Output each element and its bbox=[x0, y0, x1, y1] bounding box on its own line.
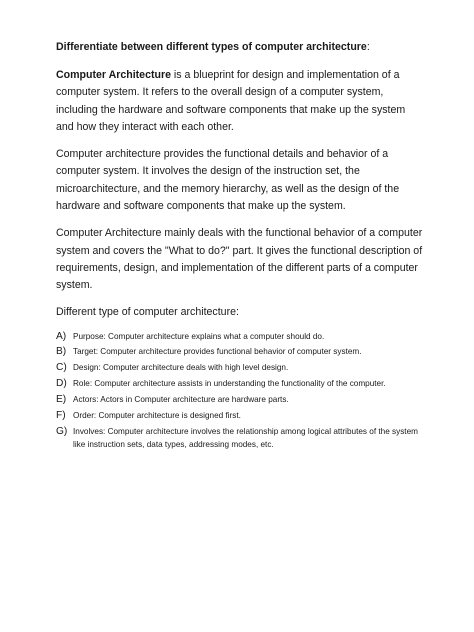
list-item-text: Target: Computer architecture provides functional behavior of computer system. bbox=[73, 347, 362, 357]
list-marker: A) bbox=[56, 330, 67, 342]
document-heading bbox=[56, 40, 424, 55]
list-item-target bbox=[56, 345, 424, 358]
heading-text: Differentiate between different types of computer architecture bbox=[56, 41, 367, 53]
list-item-text: Role: Computer architecture assists in understanding the functionality of the computer. bbox=[73, 379, 386, 389]
heading-colon: : bbox=[366, 41, 370, 53]
list-item-text: Involves: Computer architecture involves the relationship among logical attributes of the system like instruction sets, data types, addressing modes, etc. bbox=[73, 426, 418, 449]
list-item-role bbox=[56, 377, 424, 390]
document-content bbox=[56, 40, 424, 454]
list-marker: F) bbox=[56, 410, 66, 422]
paragraph-definition-text: is a blueprint for design and implementation of a computer system. It refers to the overall design of a computer system, including the hardware and software components that make up the system and how they interact with each other. bbox=[56, 69, 406, 133]
list-intro: Different type of computer architecture: bbox=[56, 305, 239, 318]
list-marker: C) bbox=[56, 362, 67, 374]
list-item-design bbox=[56, 361, 424, 374]
list-marker: G) bbox=[56, 425, 68, 437]
list-item-actors bbox=[56, 393, 424, 406]
list-item-text: Actors: Actors in Computer architecture are hardware parts. bbox=[73, 395, 289, 405]
list-item-purpose bbox=[56, 330, 424, 343]
list-item-text: Order: Computer architecture is designed first. bbox=[73, 411, 241, 421]
paragraph-functional-behavior: Computer Architecture mainly deals with the functional behavior of a computer system and covers the "What to do?" part. It gives the functional description of requirements, design, and implementation of the different parts of a computer system. bbox=[56, 227, 423, 292]
term-computer-architecture: Computer Architecture bbox=[56, 69, 171, 81]
architecture-type-list bbox=[56, 330, 424, 451]
list-marker: D) bbox=[56, 378, 67, 390]
list-item-text: Purpose: Computer architecture explains what a computer should do. bbox=[73, 331, 325, 341]
list-marker: B) bbox=[56, 346, 67, 358]
paragraph-definition bbox=[56, 67, 424, 136]
list-item-text: Design: Computer architecture deals with high level design. bbox=[73, 363, 289, 373]
paragraph-functional-details: Computer architecture provides the functional details and behavior of a computer system. It involves the design of the instruction set, the microarchitecture, and the memory hierarchy, as well as the design of the hardware and software components that make up the system. bbox=[56, 148, 400, 213]
list-item-order bbox=[56, 409, 424, 422]
list-marker: E) bbox=[56, 394, 67, 406]
list-item-involves bbox=[56, 425, 424, 451]
